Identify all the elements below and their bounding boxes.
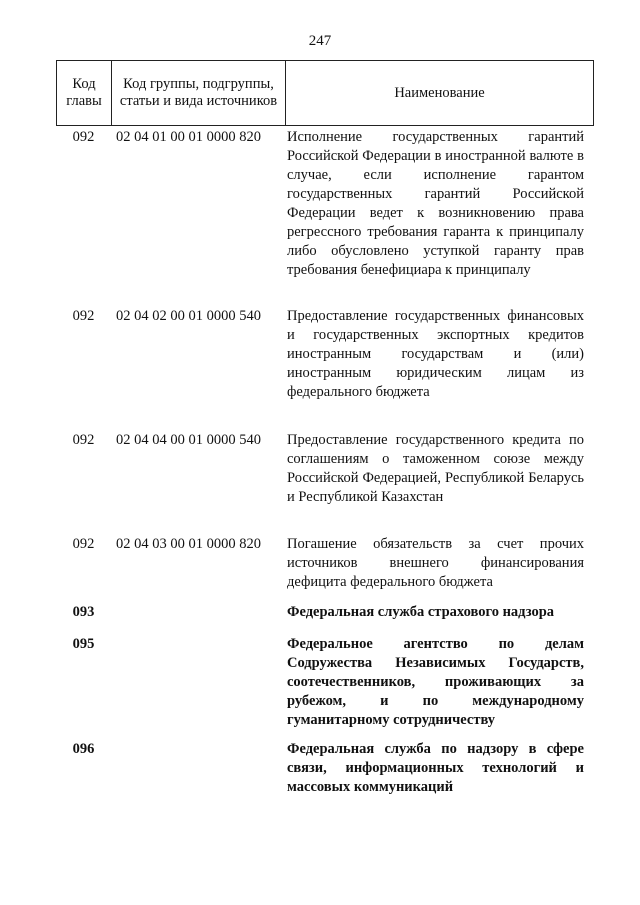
header-name: Наименование (394, 84, 485, 101)
chapter-code: 096 (72, 741, 95, 757)
chapter-code: 092 (72, 536, 95, 552)
source-code: 02 04 04 00 01 0000 540 (116, 432, 261, 448)
source-code: 02 04 01 00 01 0000 820 (116, 129, 261, 145)
chapter-code: 092 (72, 129, 95, 145)
chapter-code: 092 (72, 432, 95, 448)
page-number: 247 (308, 33, 332, 49)
chapter-code: 092 (72, 308, 95, 324)
row-name: Предоставление государственных финансовых и государственных экспортных кредитов иностранным государствам и (или) иностранным юридическим лицам из федерального бюджета (287, 308, 584, 400)
header-source-code: Код группы, подгруппы, статьи и вида источников (112, 61, 286, 125)
row-name: Федеральная служба по надзору в сфере связи, информационных технологий и массовых коммуникаций (287, 741, 584, 795)
chapter-code: 093 (72, 604, 95, 620)
row-name: Предоставление государственного кредита по соглашениям о таможенном союзе между Российской Федерацией, Республикой Беларусь и Республикой Казахстан (287, 432, 584, 505)
header-chapter-code: Код главы (57, 61, 112, 125)
source-code: 02 04 02 00 01 0000 540 (116, 308, 261, 324)
row-name: Федеральная служба страхового надзора (287, 604, 555, 620)
source-code: 02 04 03 00 01 0000 820 (116, 536, 261, 552)
row-name: Погашение обязательств за счет прочих источников внешнего финансирования дефицита федерального бюджета (287, 536, 584, 590)
row-name: Федеральное агентство по делам Содружества Независимых Государств, соотечественников, проживающих за рубежом, и по международному гуманитарному сотрудничеству (287, 636, 584, 728)
table-header (56, 60, 594, 126)
row-name: Исполнение государственных гарантий Российской Федерации в иностранной валюте в случае, если исполнение гарантом государственных гарантий Российской Федерации ведет к возникновению права регрессного требования гаранта к принципалу либо обусловлено уступкой гаранту прав требования бенефициара к принципалу (287, 129, 584, 278)
chapter-code: 095 (72, 636, 95, 652)
